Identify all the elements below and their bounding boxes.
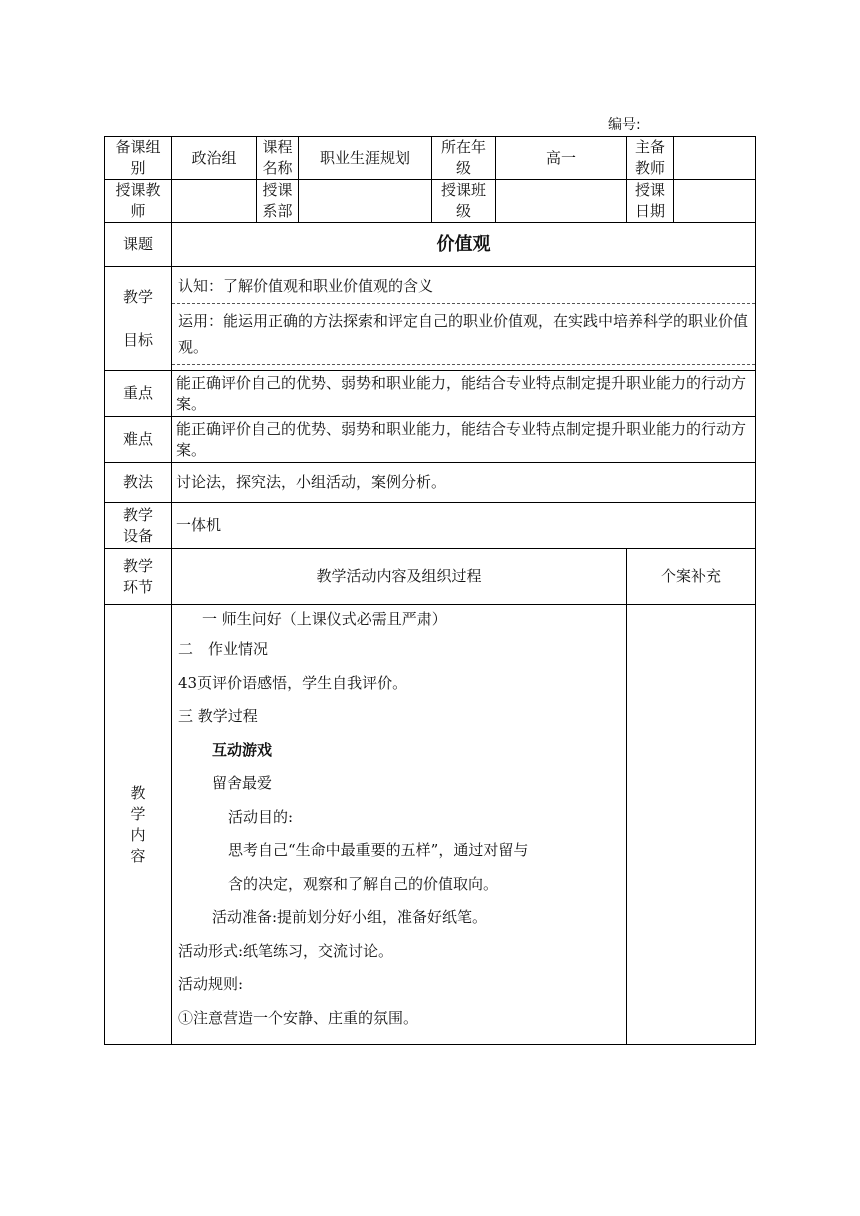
objectives-content bbox=[172, 267, 756, 371]
method-row bbox=[105, 463, 756, 503]
supplement-content bbox=[627, 605, 756, 1045]
lecturer-value bbox=[172, 180, 257, 223]
equipment-label: 教学设备 bbox=[105, 503, 172, 549]
content-line: ①注意营造一个安静、庄重的氛围。 bbox=[178, 1008, 419, 1027]
topic-title: 价值观 bbox=[172, 223, 756, 267]
activity-content bbox=[172, 605, 627, 1045]
content-line-bold: 互动游戏 bbox=[212, 740, 273, 759]
key-point-text: 能正确评价自己的优势、弱势和职业能力，能结合专业特点制定提升职业能力的行动方案。 bbox=[172, 371, 756, 417]
content-line: 43页评价语感悟，学生自我评价。 bbox=[178, 673, 408, 692]
objectives-label bbox=[105, 267, 172, 371]
content-line: 留舍最爱 bbox=[212, 774, 273, 792]
class-value bbox=[496, 180, 627, 223]
difficulty-row bbox=[105, 417, 756, 463]
objective-application: 运用：能运用正确的方法探索和评定自己的职业价值观，在实践中培养科学的职业价值观。 bbox=[172, 304, 755, 365]
objectives-label-line1: 教学 bbox=[122, 287, 153, 306]
objectives-label-line2: 目标 bbox=[122, 330, 153, 349]
section-header-row bbox=[105, 549, 756, 605]
equipment-row bbox=[105, 503, 756, 549]
difficulty-label: 难点 bbox=[105, 417, 172, 463]
content-label-char: 内 bbox=[130, 825, 146, 844]
topic-label: 课题 bbox=[105, 223, 172, 267]
method-label: 教法 bbox=[105, 463, 172, 503]
header-row-1 bbox=[105, 137, 756, 180]
content-line: 思考自己“生命中最重要的五样”，通过对留与 bbox=[228, 841, 529, 859]
grade-label: 所在年级 bbox=[432, 137, 496, 180]
doc-number-label: 编号: bbox=[608, 117, 641, 133]
course-value: 职业生涯规划 bbox=[299, 137, 432, 180]
dept-value bbox=[299, 180, 432, 223]
difficulty-text: 能正确评价自己的优势、弱势和职业能力，能结合专业特点制定提升职业能力的行动方案。 bbox=[172, 417, 756, 463]
method-text: 讨论法，探究法，小组活动，案例分析。 bbox=[172, 463, 756, 503]
content-line: 三 教学过程 bbox=[178, 707, 258, 725]
lecturer-label: 授课教师 bbox=[105, 180, 172, 223]
class-label: 授课班级 bbox=[432, 180, 496, 223]
header-row-2 bbox=[105, 180, 756, 223]
content-label-char: 容 bbox=[130, 846, 146, 865]
teacher-value bbox=[674, 137, 756, 180]
key-point-label: 重点 bbox=[105, 371, 172, 417]
date-value bbox=[674, 180, 756, 223]
content-line: 活动规则: bbox=[178, 975, 244, 993]
objective-cognitive: 认知：了解价值观和职业价值观的含义 bbox=[172, 269, 755, 304]
grade-value: 高一 bbox=[496, 137, 627, 180]
supplement-header: 个案补充 bbox=[627, 549, 756, 605]
content-line: 活动形式:纸笔练习，交流讨论。 bbox=[178, 941, 394, 960]
content-row bbox=[105, 605, 756, 1045]
key-point-row bbox=[105, 371, 756, 417]
content-line: 一 师生问好（上课仪式必需且严肃） bbox=[202, 610, 447, 628]
topic-row bbox=[105, 223, 756, 267]
objectives-row bbox=[105, 267, 756, 371]
content-line: 含的决定，观察和了解自己的价值取向。 bbox=[228, 874, 499, 893]
dept-label: 授课系部 bbox=[257, 180, 299, 223]
content-line: 活动目的: bbox=[228, 807, 294, 826]
content-line: 二 作业情况 bbox=[178, 640, 269, 658]
group-value: 政治组 bbox=[172, 137, 257, 180]
course-label: 课程名称 bbox=[257, 137, 299, 180]
teacher-label: 主备教师 bbox=[627, 137, 674, 180]
group-label: 备课组别 bbox=[105, 137, 172, 180]
activity-header: 教学活动内容及组织过程 bbox=[172, 549, 627, 605]
equipment-text: 一体机 bbox=[172, 503, 756, 549]
content-label bbox=[105, 605, 172, 1045]
lesson-plan-table bbox=[104, 136, 756, 1045]
section-label: 教学环节 bbox=[105, 549, 172, 605]
content-label-char: 学 bbox=[130, 804, 146, 823]
content-line: 活动准备:提前划分好小组，准备好纸笔。 bbox=[212, 908, 488, 926]
content-label-char: 教 bbox=[130, 783, 146, 802]
date-label: 授课日期 bbox=[627, 180, 674, 223]
